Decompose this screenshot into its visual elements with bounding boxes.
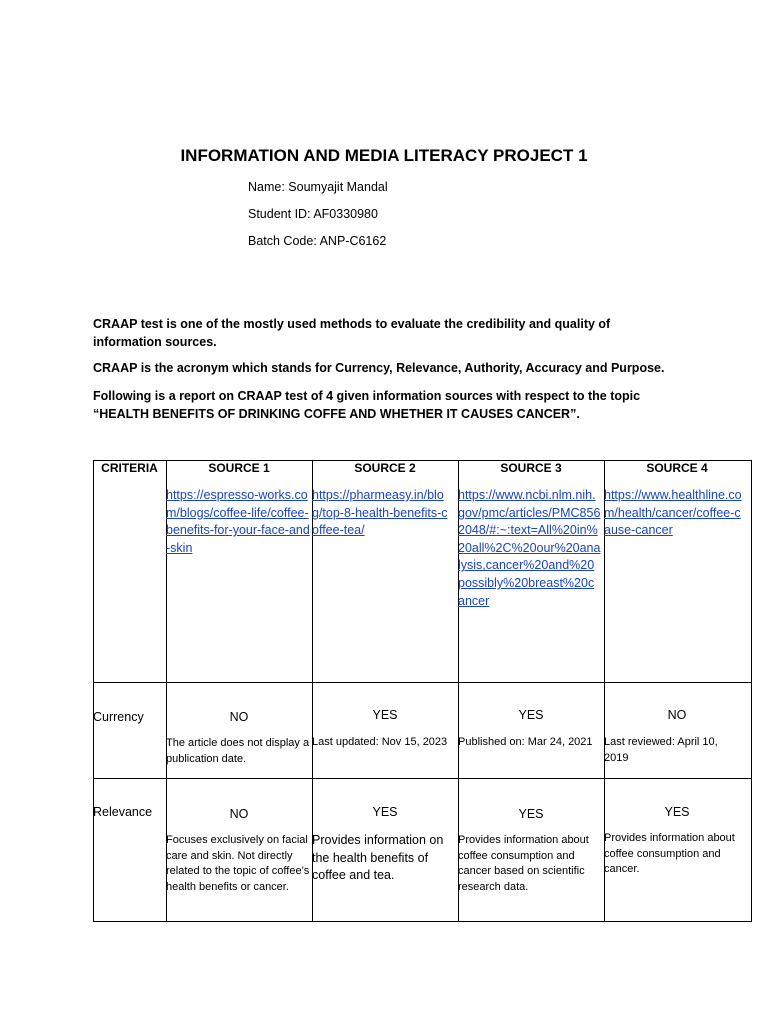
student-id: Student ID: AF0330980 [248, 207, 378, 221]
relevance-verdict-source-3: YES [518, 807, 544, 821]
acronym-paragraph: CRAAP is the acronym which stands for Currency, Relevance, Authority, Accuracy and Purpose. [93, 361, 665, 375]
currency-note-source-3: Published on: Mar 24, 2021 [458, 736, 593, 748]
criterion-relevance: Relevance [93, 805, 153, 819]
header-source-2: SOURCE 2 [354, 461, 416, 475]
relevance-verdict-source-4: YES [664, 805, 690, 819]
currency-verdict-source-4: NO [667, 708, 687, 722]
currency-verdict-source-1: NO [229, 710, 249, 724]
source-4-link[interactable]: https://www.healthline.com/health/cancer/coffee-cause-cancer [604, 488, 742, 538]
relevance-note-source-3: Provides information about coffee consumption and cancer based on scientific research data. [458, 834, 589, 893]
relevance-verdict-source-2: YES [372, 805, 398, 819]
intro-paragraph: CRAAP test is one of the mostly used methods to evaluate the credibility and quality of information sources. [93, 317, 611, 349]
currency-note-source-1: The article does not display a publication date. [166, 737, 310, 765]
source-1-link[interactable]: https://espresso-works.com/blogs/coffee-life/coffee-benefits-for-your-face-and-skin [166, 488, 310, 555]
relevance-note-source-1: Focuses exclusively on facial care and skin. Not directly related to the topic of coffee’s health benefits or cancer. [166, 834, 310, 893]
header-source-3: SOURCE 3 [500, 461, 562, 475]
currency-verdict-source-2: YES [372, 708, 398, 722]
header-criteria: CRITERIA [101, 461, 158, 475]
batch-code: Batch Code: ANP-C6162 [248, 234, 387, 248]
currency-note-source-4: Last reviewed: April 10, 2019 [604, 736, 718, 764]
header-source-1: SOURCE 1 [208, 461, 270, 475]
currency-verdict-source-3: YES [518, 708, 544, 722]
header-source-4: SOURCE 4 [646, 461, 708, 475]
document-title: INFORMATION AND MEDIA LITERACY PROJECT 1 [180, 146, 588, 165]
currency-note-source-2: Last updated: Nov 15, 2023 [312, 736, 448, 748]
criterion-currency: Currency [93, 710, 144, 724]
source-3-link[interactable]: https://www.ncbi.nlm.nih.gov/pmc/articles/PMC8562048/#:~:text=All%20in%20all%2C%20our%20analysis,cancer%20and%20possibly%20breast%20cancer [458, 488, 601, 608]
relevance-note-source-4: Provides information about coffee consumption and cancer. [604, 832, 735, 875]
student-name: Name: Soumyajit Mandal [248, 180, 388, 194]
relevance-note-source-2: Provides information on the health benefits of coffee and tea. [312, 833, 444, 882]
relevance-verdict-source-1: NO [229, 807, 249, 821]
topic-paragraph: Following is a report on CRAAP test of 4 given information sources with respect to the topic “HEALTH BENEFITS OF DRINKING COFFE AND WHETHER IT CAUSES CANCER”. [93, 389, 641, 421]
source-2-link[interactable]: https://pharmeasy.in/blog/top-8-health-benefits-coffee-tea/ [312, 488, 448, 538]
